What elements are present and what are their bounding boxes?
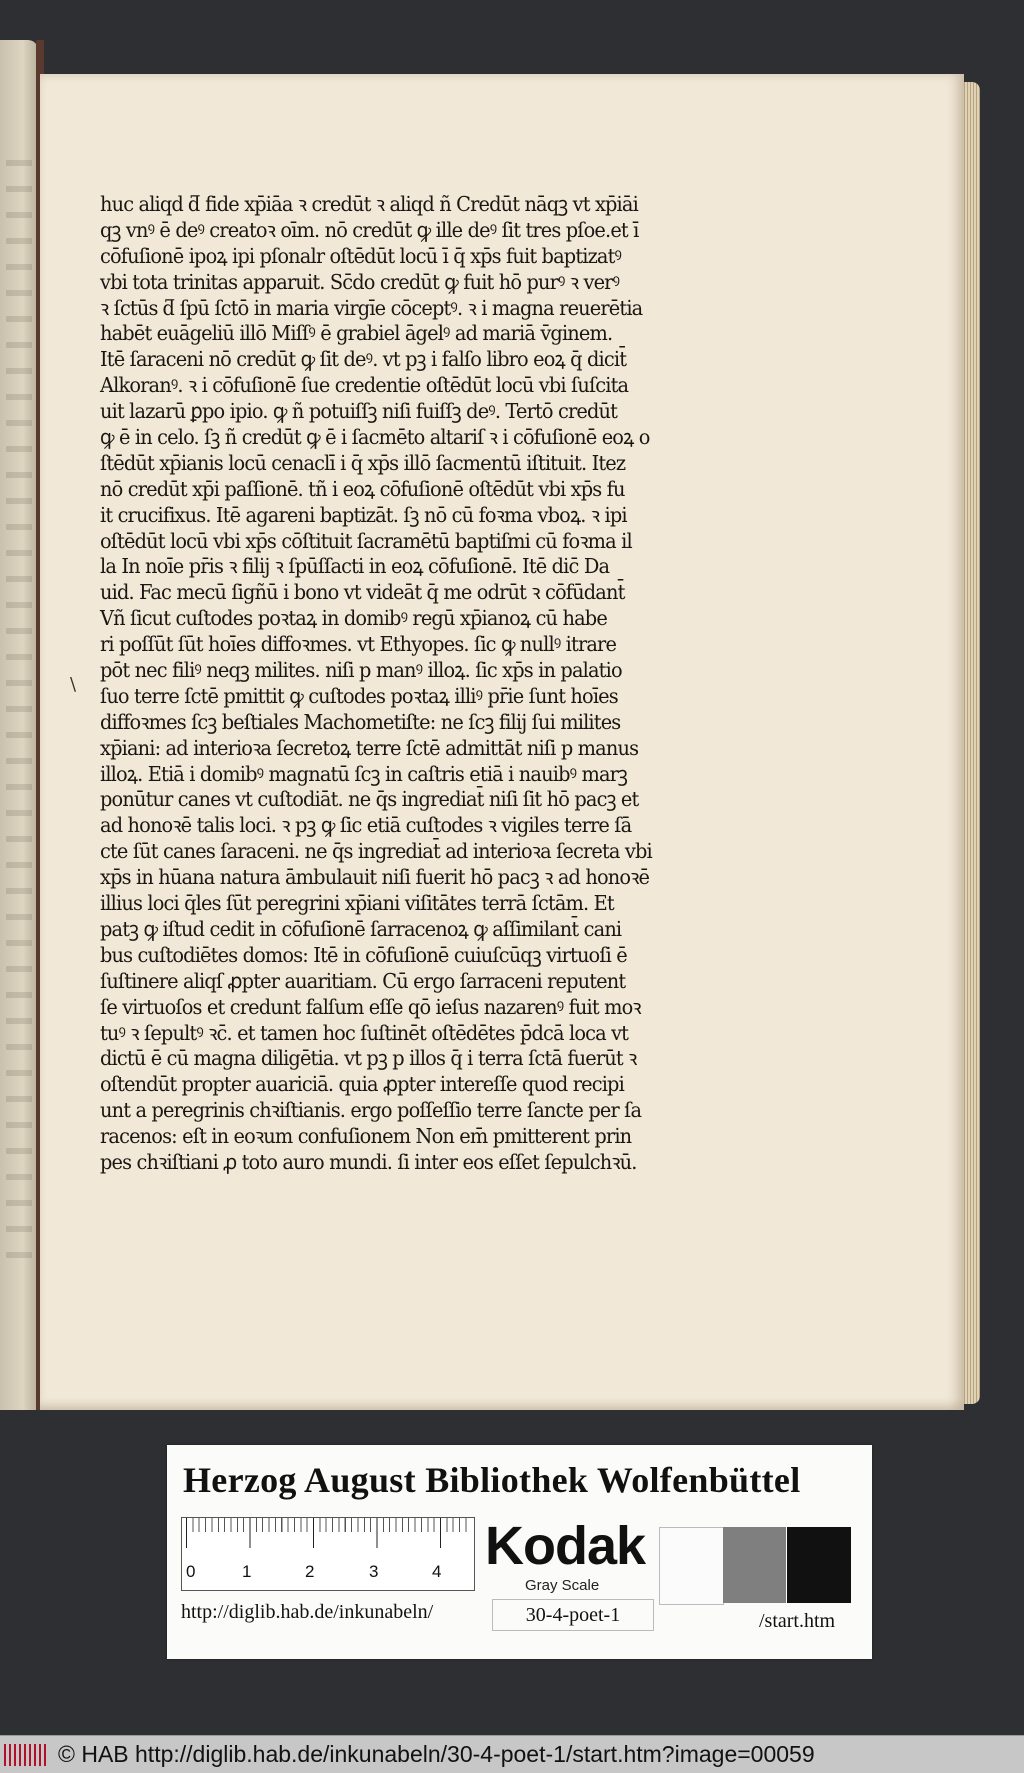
- text-line: nō credūt xp̄i paſſionē. tñ i eoꝝ cōfuſionē oſtēdūt vbi xp̄s fu: [100, 476, 625, 501]
- ruler-number: 1: [242, 1562, 252, 1581]
- ruler-numbers: [182, 1562, 474, 1582]
- text-line: xp̄s in hūana natura āmbulauit niſi fuerit hō pacꝫ ꝛ ad honoꝛē: [100, 865, 650, 890]
- text-line: ſtēdūt xp̄ianis locū cenaclī i q̄ xp̄s illō ſacmentū iſtituit. Itez: [100, 450, 626, 475]
- text-line: xp̄iani: ad interioꝛa ſecretoꝝ terre ſctē admittāt niſi p manus: [100, 735, 639, 760]
- viewer-footer: [0, 1735, 1024, 1773]
- gray-scale-label: Gray Scale: [525, 1577, 600, 1594]
- text-line: cōfuſionē ipoꝝ ipi pſonalr oſtēdūt locū ī q̄ xp̄s fuit baptizatꝰ: [100, 243, 622, 268]
- text-line: ſe virtuoſos et credunt falſum eſſe qō ieſus nazarenꝰ fuit moꝛ: [100, 994, 641, 1019]
- ruler-number: 4: [432, 1562, 442, 1581]
- text-line: ꝙ ē in celo. ſꝫ ñ credūt ꝙ ē i ſacmēto altariſ ꝛ i cōfuſionē eoꝝ o: [100, 425, 650, 450]
- start-page-url: /start.htm: [759, 1610, 836, 1632]
- text-line: oſtēdūt locū vbi xp̄s cōſtituit ſacramētū baptiſmi cū foꝛma il: [100, 528, 632, 553]
- scale-ruler: [181, 1517, 475, 1591]
- text-line: ſuſtinere aliqſ ꝓpter auaritiam. Cū ergo ſarraceni reputent: [100, 968, 626, 993]
- text-line: illius loci q̄les ſūt peregrini xp̄iani viſitātes terrā ſctām. Et: [100, 891, 614, 916]
- text-line: it crucifixus. Itē agareni baptizāt. ſꝫ nō cū foꝛma vboꝝ. ꝛ ipi: [100, 502, 627, 527]
- collection-url: http://diglib.hab.de/inkunabeln/: [181, 1601, 434, 1623]
- text-line: Vñ ſicut cuſtodes poꝛtaꝝ in domibꝰ regū xp̄ianoꝝ cū habe: [100, 606, 607, 631]
- text-line: dictū ē cū magna diligētia. vt pꝫ p illos q̄ i terra ſctā fuerūt ꝛ: [100, 1046, 637, 1071]
- footer-citation[interactable]: © HAB http://diglib.hab.de/inkunabeln/30-4-poet-1/start.htm?image=00059: [58, 1741, 815, 1767]
- ruler-ticks: [186, 1518, 470, 1548]
- text-line: oſtendūt propter auariciā. quia ꝓpter intereſſe quod recipi: [100, 1072, 624, 1097]
- text-line: Alkoranꝰ. ꝛ i cōfuſionē ſue credentie oſtēdūt locū vbi ſuſcita: [100, 373, 629, 398]
- ruler-number: 0: [186, 1562, 196, 1581]
- text-line: diffoꝛmes ſcꝫ beſtiales Machometiſte: ne ſcꝫ filij ſui milites: [100, 709, 621, 734]
- text-line: racenos: eſt in eoꝛum confuſionem Non em̄ pmitterent prin: [100, 1124, 632, 1149]
- text-line: la In noīe pr̄is ꝛ filij ꝛ ſpūſſacti in eoꝝ cōfuſionē. Itē dic̄ Da: [100, 554, 610, 579]
- ruler-number: 2: [305, 1562, 315, 1581]
- text-line: cte ſūt canes ſaraceni. ne q̄s ingrediat̄ ad interioꝛa ſecreta vbi: [100, 839, 652, 864]
- text-line: ꝛ ſctūs ƌ ſpū ſctō in maria virgīe cōceptꝰ. ꝛ i magna reuerētia: [100, 295, 643, 320]
- text-line: pōt nec filiꝰ neqꝫ milites. niſi p manꝰ illoꝝ. ſic xp̄s in palatio: [100, 658, 622, 683]
- text-line: patꝫ ꝙ iſtud cedit in cōfuſionē ſarracenoꝝ ꝙ aſſimilant̄ cani: [100, 916, 622, 941]
- text-line: bus cuſtodiētes domos: Itē in cōfuſionē cuiuſcūqꝫ virtuoſi ē: [100, 942, 627, 967]
- facing-page-edge: [0, 40, 38, 1410]
- text-line: huc aliqd ƌ fide xp̄iāa ꝛ credūt ꝛ aliqd ñ Credūt nāqꝫ vt xp̄iāi: [100, 192, 638, 216]
- text-line: ad honoꝛē talis loci. ꝛ pꝫ ꝙ ſic etiā cuſtodes ꝛ vigiles terre ſā: [100, 813, 632, 838]
- text-line: qꝫ vnꝰ ē deꝰ creatoꝛ oīm. nō credūt ꝙ ille deꝰ ſit tres pſoe.et ī: [100, 217, 639, 242]
- text-line: vbi tota trinitas apparuit. Sc̄do credūt ꝙ fuit hō purꝰ ꝛ verꝰ: [100, 269, 620, 294]
- text-line: pes chꝛiſtiani ꝓ toto auro mundi. ſi inter eos eſſet ſepulchꝛū.: [100, 1149, 637, 1174]
- ruler-number: 3: [369, 1562, 379, 1581]
- facing-page-text: [6, 160, 32, 1260]
- text-line: uid. Fac mecū ſigñū i bono vt videāt q̄ me odrūt ꝛ cōfūdant̄: [100, 580, 625, 605]
- text-line: Itē ſaraceni nō credūt ꝙ ſit deꝰ. vt pꝫ i falſo libro eoꝝ q̄ dicit̄: [100, 347, 627, 372]
- white-swatch: [659, 1527, 724, 1605]
- margin-mark: \: [70, 674, 77, 695]
- text-line: illoꝝ. Etiā i domibꝰ magnatū ſcꝫ in caſtris etiā i nauibꝰ marꝫ: [100, 761, 628, 786]
- gray-swatch: [723, 1527, 786, 1603]
- page-text-block: [100, 192, 820, 1176]
- shelfmark: 30-4-poet-1: [492, 1599, 654, 1631]
- hab-logo-icon: [4, 1744, 46, 1766]
- book-page: [40, 74, 964, 1410]
- color-target-card: [167, 1445, 872, 1659]
- text-line: ponūtur canes vt cuſtodiāt. ne q̄s ingrediat̄ niſi ſit hō pacꝫ et: [100, 787, 639, 812]
- text-line: unt a peregrinis chꝛiſtianis. ergo poſſeſſio terre ſancte per ſa: [100, 1098, 642, 1123]
- library-name: Herzog August Bibliothek Wolfenbüttel: [183, 1460, 801, 1500]
- text-line: tuꝰ ꝛ ſepultꝰ ꝛc̄. et tamen hoc ſuſtinēt oſtēdētes p̄dcā loca vt: [100, 1020, 629, 1045]
- text-line: ri poſſūt ſūt hoīes diffoꝛmes. vt Ethyopes. ſic ꝙ nullꝰ itrare: [100, 632, 617, 657]
- text-line: habēt euāgeliū illō Miſſꝰ ē grabiel āgelꝰ ad mariā v̄ginem.: [100, 321, 613, 346]
- text-line: ſuo terre ſctē pmittit ꝙ cuſtodes poꝛtaꝝ illiꝰ pr̄ie ſunt hoīes: [100, 683, 618, 708]
- kodak-logo: Kodak: [485, 1516, 646, 1576]
- text-line: uit lazarū ꝑpo ipio. ꝙ ñ potuiſſꝫ niſi fuiſſꝫ deꝰ. Tertō credūt: [100, 399, 618, 424]
- black-swatch: [787, 1527, 851, 1603]
